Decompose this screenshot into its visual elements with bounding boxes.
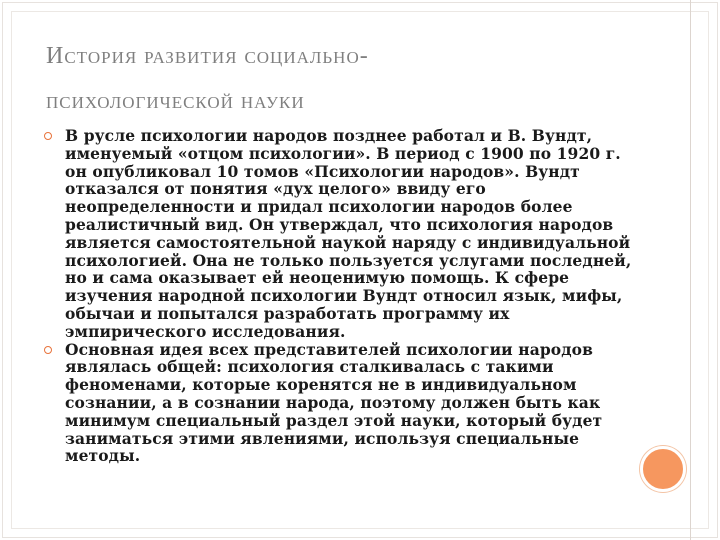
hollow-circle-bullet-icon bbox=[44, 132, 52, 140]
slide-title bbox=[46, 34, 676, 124]
slide-title-line-2: психологической науки bbox=[46, 88, 305, 114]
side-rail-line bbox=[690, 0, 691, 540]
bullet-item-text: Основная идея всех представителей психологии народов являлась общей: психология сталкивалась с такими феноменами, которые коренятся не в индивидуальном сознании, а в сознании народа, поэтому должен быть как минимум специальный раздел этой науки, который будет заниматься этими явлениями, используя специальные методы. bbox=[65, 339, 603, 466]
bullet-item-text: В русле психологии народов позднее работал и В. Вундт, именуемый «отцом психологии». В период с 1900 по 1920 г. он опубликовал 10 томов «Психологии народов». Вундт отказался от понятия «дух целого» ввиду его неопределенности и придал психологии народов более реалистичный вид. Он утверждал, что психология народов является самостоятельной наукой наряду с индивидуальной психологией. Она не только пользуется услугами последней, но и сама оказывает ей неоценимую помощь. К сфере изучения народной психологии Вундт относил язык, мифы, обычаи и попытался разработать программу их эмпирического исследования. bbox=[65, 126, 632, 341]
bullet-item bbox=[44, 127, 644, 341]
bullet-list bbox=[44, 127, 644, 465]
slide-title-line-1: История развития социально- bbox=[46, 43, 369, 69]
orange-circle-icon bbox=[640, 446, 686, 492]
bullet-item bbox=[44, 341, 644, 466]
hollow-circle-bullet-icon bbox=[44, 346, 52, 354]
